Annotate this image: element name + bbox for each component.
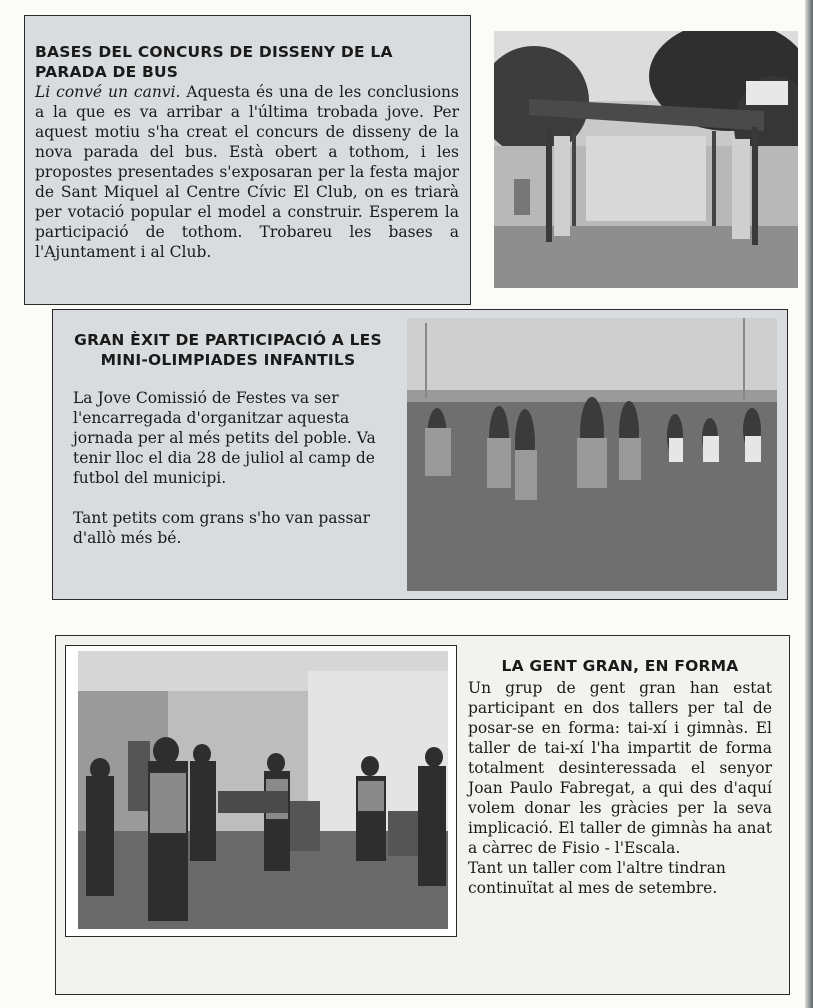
article-olympiads-text [73,330,383,548]
article-bus-stop-title: BASES DEL CONCURS DE DISSENY DE LA PARADA DE BUS [35,43,393,81]
article-elderly-closing: Tant un taller com l'altre tindran continuïtat al mes de setembre. [468,859,726,897]
article-elderly-body: Un grup de gent gran han estat participant en dos tallers per tal de posar-se en forma: tai-xí i gimnàs. El taller de tai-xí l'ha impartit de forma totalment desinteressada el senyor Joan Paulo Fabregat, a qui des d'aquí volem donar les gràcies per la seva implicació. El taller de gimnàs ha anat a càrrec de Fisio - l'Escala. [468,679,772,857]
article-olympiads-paragraph-1: La Jove Comissió de Festes va ser l'encarregada d'organitzar aquesta jornada per al més petits del poble. Va tenir lloc el dia 28 de juliol al camp de futbol del municipi. [73,389,376,487]
article-bus-stop-lead: Li convé un canvi. [35,83,181,101]
article-bus-stop-text [35,42,459,262]
article-olympiads-paragraph-2: Tant petits com grans s'ho van passar d'allò més bé. [73,509,371,547]
article-elderly-title: LA GENT GRAN, EN FORMA [501,657,739,675]
gym-class-photo [78,651,448,929]
page-edge [805,0,813,1008]
article-elderly-text [468,656,772,898]
article-bus-stop-box [24,15,471,305]
sack-race-photo [407,318,777,591]
bus-stop-photo [494,31,798,288]
article-olympiads-title: GRAN ÈXIT DE PARTICIPACIÓ A LES MINI-OLIMPIADES INFANTILS [74,331,382,369]
article-bus-stop-body [35,82,459,262]
article-bus-stop-paragraph: Aquesta és una de les conclusions a la que es va arribar a l'última trobada jove. Per aquest motiu s'ha creat el concurs de disseny de la nova parada del bus. Està obert a tothom, i les propostes presentades s'exposaran per la festa major de Sant Miquel al Centre Cívic El Club, on es triarà per votació popular el model a construir. Esperem la participació de tothom. Trobareu les bases a l'Ajuntament i al Club. [35,83,459,261]
